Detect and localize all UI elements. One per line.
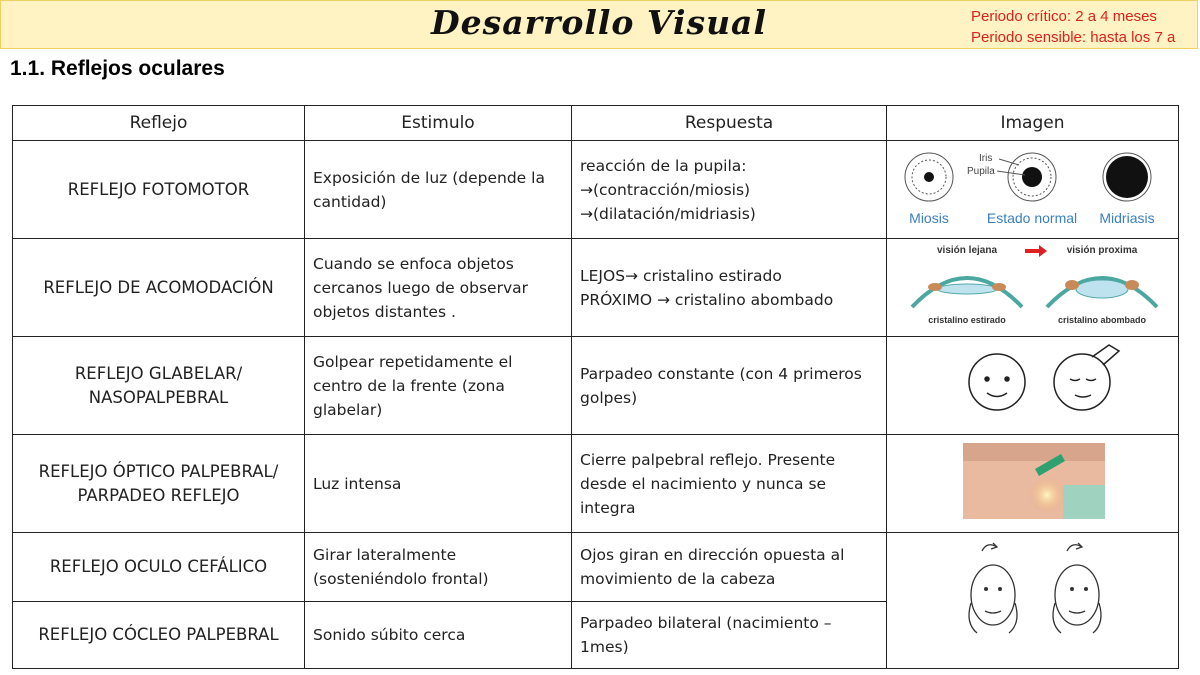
svg-text:Miosis: Miosis <box>909 210 949 226</box>
column-header-response: Respuesta <box>572 106 887 141</box>
reflex-name: REFLEJO FOTOMOTOR <box>13 141 305 239</box>
arrow-right-icon <box>1025 245 1047 257</box>
page-title: Desarrollo Visual <box>431 3 767 42</box>
reflex-name: REFLEJO DE ACOMODACIÓN <box>13 239 305 337</box>
section-heading: 1.1. Reflejos oculares <box>10 57 225 80</box>
table-row <box>13 435 1179 533</box>
reflex-name: REFLEJO CÓCLEO PALPEBRAL <box>13 601 305 668</box>
table-header-row <box>13 106 1179 141</box>
stimulus-cell: Golpear repetidamente el centro de la frente (zona glabelar) <box>305 337 572 435</box>
pupil-illustration <box>887 141 1179 239</box>
reflex-name: REFLEJO ÓPTICO PALPEBRAL/ PARPADEO REFLEJO <box>13 435 305 533</box>
svg-text:cristalino estirado: cristalino estirado <box>928 315 1006 325</box>
baby-light-photo <box>887 435 1179 525</box>
period-notes <box>971 6 1175 48</box>
svg-text:cristalino abombado: cristalino abombado <box>1057 315 1147 325</box>
table-row <box>13 239 1179 337</box>
table-row <box>13 337 1179 435</box>
column-header-stimulus: Estimulo <box>305 106 572 141</box>
svg-text:Midriasis: Midriasis <box>1099 210 1155 226</box>
svg-text:visión proxima: visión proxima <box>1066 245 1138 256</box>
column-header-image: Imagen <box>887 106 1179 141</box>
reflex-name: REFLEJO OCULO CEFÁLICO <box>13 533 305 602</box>
glabellar-illustration <box>887 337 1179 435</box>
response-cell: Parpadeo constante (con 4 primeros golpes) <box>572 337 887 435</box>
response-cell: reacción de la pupila: →(contracción/miosis) →(dilatación/midriasis) <box>572 141 887 239</box>
stimulus-cell: Luz intensa <box>305 435 572 533</box>
table-row <box>13 533 1179 602</box>
table-row <box>13 141 1179 239</box>
accommodation-illustration <box>887 239 1179 337</box>
stimulus-cell: Cuando se enfoca objetos cercanos luego de observar objetos distantes . <box>305 239 572 337</box>
sensitive-period-note: Periodo sensible: hasta los 7 a <box>971 29 1176 46</box>
baby-faces-drawing <box>887 337 1179 427</box>
svg-text:Iris: Iris <box>979 153 993 164</box>
reflex-table <box>12 105 1179 669</box>
svg-text:Pupila: Pupila <box>967 166 995 177</box>
svg-text:Estado normal: Estado normal <box>986 210 1078 226</box>
response-cell: Cierre palpebral reflejo. Presente desde el nacimiento y nunca se integra <box>572 435 887 533</box>
oculocephalic-illustration <box>887 533 1179 669</box>
reflex-name: REFLEJO GLABELAR/ NASOPALPEBRAL <box>13 337 305 435</box>
lens-diagram <box>887 239 1179 329</box>
svg-text:visión lejana: visión lejana <box>936 245 998 256</box>
response-cell: Parpadeo bilateral (nacimiento – 1mes) <box>572 601 887 668</box>
stimulus-cell: Exposición de luz (depende la cantidad) <box>305 141 572 239</box>
response-cell: LEJOS→ cristalino estirado PRÓXIMO → cristalino abombado <box>572 239 887 337</box>
optic-blink-photo <box>887 435 1179 533</box>
response-cell: Ojos giran en dirección opuesta al movimiento de la cabeza <box>572 533 887 602</box>
column-header-reflex: Reflejo <box>13 106 305 141</box>
pupil-diagram <box>887 141 1179 231</box>
critical-period-note: Periodo crítico: 2 a 4 meses <box>971 8 1157 25</box>
head-turn-drawing <box>887 533 1179 661</box>
title-banner <box>0 0 1198 49</box>
stimulus-cell: Girar lateralmente (sosteniéndolo frontal) <box>305 533 572 602</box>
stimulus-cell: Sonido súbito cerca <box>305 601 572 668</box>
